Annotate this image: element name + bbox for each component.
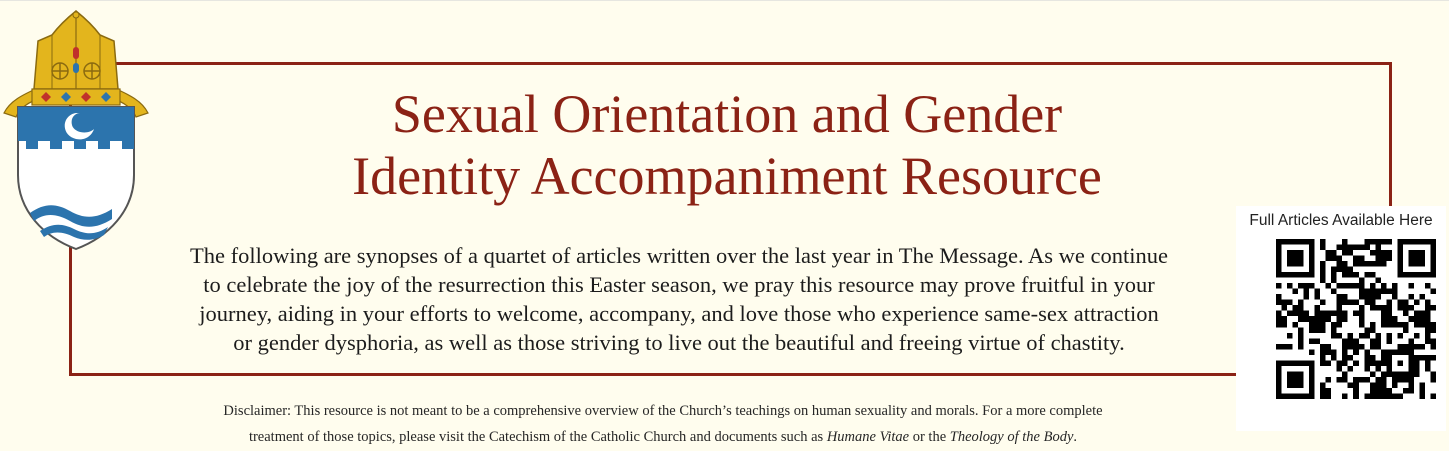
diocesan-coat-of-arms-icon bbox=[0, 5, 152, 253]
title-line-1: Sexual Orientation and Gender bbox=[391, 84, 1063, 144]
intro-line-2: to celebrate the joy of the resurrection this Easter season, we pray this resource may prove fruitful in your bbox=[203, 272, 1155, 297]
qr-caption: Full Articles Available Here bbox=[1249, 212, 1433, 229]
humane-vitae-title: Humane Vitae bbox=[826, 429, 910, 445]
intro-line-3: journey, aiding in your efforts to welcome, accompany, and love those who experience same-sex attraction bbox=[199, 301, 1159, 326]
intro-line-1: The following are synopses of a quartet of articles written over the last year in The Message. As we continue bbox=[189, 243, 1169, 268]
intro-line-4: or gender dysphoria, as well as those striving to live out the beautiful and freeing virtue of chastity. bbox=[233, 330, 1125, 355]
qr-code-icon[interactable] bbox=[1276, 239, 1436, 399]
intro-paragraph bbox=[96, 241, 1262, 357]
title-line-2: Identity Accompaniment Resource bbox=[352, 146, 1102, 206]
disclaimer-line-1: Disclaimer: This resource is not meant to be a comprehensive overview of the Church’s teachings on human sexuality and morals. For a more complete bbox=[223, 403, 1103, 419]
disclaimer-line-2 bbox=[100, 424, 1226, 450]
disclaimer-line-2-prefix: treatment of those topics, please visit the Catechism of the Catholic Church and documents such as bbox=[248, 429, 827, 445]
disclaimer-line-2-suffix: . bbox=[1073, 429, 1078, 445]
qr-panel bbox=[1236, 206, 1446, 431]
theology-of-the-body-title: Theology of the Body bbox=[949, 429, 1074, 445]
disclaimer-line-2-mid: or the bbox=[909, 429, 950, 445]
page-title bbox=[160, 83, 1294, 207]
disclaimer-text bbox=[100, 398, 1226, 450]
